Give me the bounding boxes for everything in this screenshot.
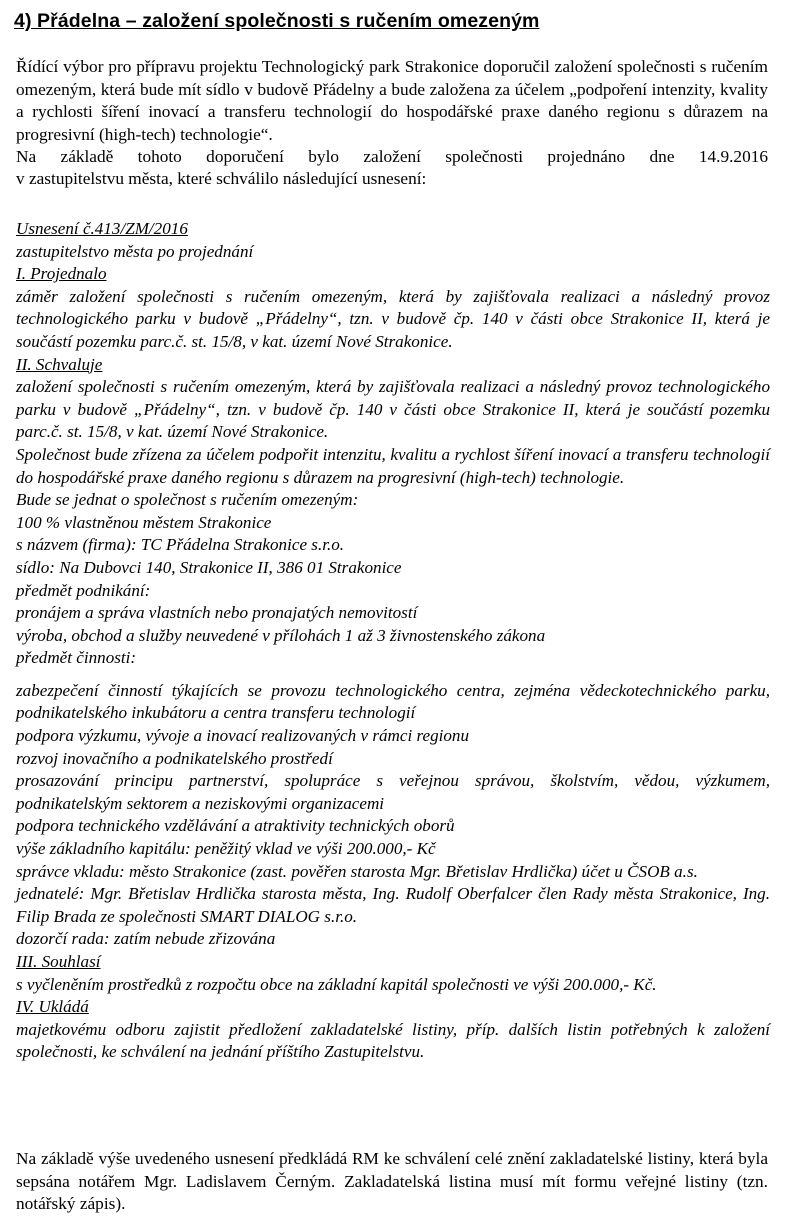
section-text-projednalo: záměr založení společnosti s ručením omezeným, která by zajišťovala realizaci a následný provoz technologického parku v budově „Přádelny“, tzn. v budově čp. 140 v části obce Strakonice II, která je součástí pozemku parc.č. st. 15/8, v kat. území Nové Strakonice. xyxy=(16,286,770,351)
page-title: 4) Přádelna – založení společnosti s ručením omezeným xyxy=(14,10,540,32)
section-text-souhlasi: s vyčleněním prostředků z rozpočtu obce na základní kapitál společnosti ve výši 200.000,- Kč. xyxy=(16,974,657,994)
deposit-administrator: správce vkladu: město Strakonice (zast. pověřen starosta Mgr. Břetislav Hrdlička) účet u ČSOB a.s. xyxy=(16,861,698,881)
company-purpose: Společnost bude zřízena za účelem podpořit intenzitu, kvalitu a rychlost šíření inovací a transferu technologií do hospodářské praxe daného regionu s důrazem na progresivní (high-tech) technologie. xyxy=(16,444,770,487)
section-text-uklada: majetkovému odboru zajistit předložení zakladatelské listiny, příp. dalších listin potřebných k založení společnosti, ke schválení na jednání příštího Zastupitelstvu. xyxy=(16,1019,770,1062)
intro-paragraph-2: Na základě tohoto doporučení bylo založení společnosti projednáno dne 14.9.2016 xyxy=(16,147,768,166)
supervisory-board: dozorčí rada: zatím nebude zřizována xyxy=(16,929,276,949)
activity-item: zabezpečení činností týkajících se provozu technologického centra, zejména vědeckotechnického parku, podnikatelského inkubátoru a centra transferu technologií xyxy=(16,680,770,723)
company-seat: sídlo: Na Dubovci 140, Strakonice II, 386 01 Strakonice xyxy=(16,557,402,577)
activity-item: podpora technického vzdělávání a atraktivity technických oborů xyxy=(16,816,455,836)
intro-paragraph-3: v zastupitelstvu města, které schválilo následující usnesení: xyxy=(16,169,427,188)
section-heading-projednalo: I. Projednalo xyxy=(16,264,107,284)
resolution-block xyxy=(16,218,770,1064)
company-type: Bude se jednat o společnost s ručením omezeným: xyxy=(16,490,359,510)
section-heading-souhlasi: III. Souhlasí xyxy=(16,952,101,971)
company-name: s názvem (firma): TC Přádelna Strakonice s.r.o. xyxy=(16,535,345,555)
resolution-number: Usnesení č.413/ZM/2016 xyxy=(16,219,188,238)
capital-info: výše základního kapitálu: peněžitý vklad ve výši 200.000,- Kč xyxy=(16,839,436,859)
business-subject-item: výroba, obchod a služby neuvedené v přílohách 1 až 3 živnostenského zákona xyxy=(16,625,546,645)
section-text-schvaluje: založení společnosti s ručením omezeným, která by zajišťovala realizaci a následný provoz technologického parku v budově „Přádelny“, tzn. v budově čp. 140 v části obce Strakonice II, která je součástí pozemku parc.č. st. 15/8, v kat. území Nové Strakonice. xyxy=(16,377,770,442)
resolution-intro: zastupitelstvo města po projednání xyxy=(16,241,254,261)
activity-item: prosazování principu partnerství, spolupráce s veřejnou správou, školstvím, vědou, výzkumem, podnikatelským sektorem a neziskovými organizacemi xyxy=(16,771,770,813)
activity-item: rozvoj inovačního a podnikatelského prostředí xyxy=(16,748,333,768)
conclusion-paragraph: Na základě výše uvedeného usnesení předkládá RM ke schválení celé znění zakladatelské listiny, která byla sepsána notářem Mgr. Ladislavem Černým. Zakladatelská listina musí mít formu veřejné listiny (tzn. notářský zápis). xyxy=(16,1149,768,1214)
section-heading-uklada: IV. Ukládá xyxy=(16,997,89,1017)
business-subject-item: pronájem a správa vlastních nebo pronajatých nemovitostí xyxy=(16,603,418,623)
activity-subject-label: předmět činnosti: xyxy=(16,648,137,668)
company-owner: 100 % vlastněnou městem Strakonice xyxy=(16,512,272,532)
activity-item: podpora výzkumu, vývoje a inovací realizovaných v rámci regionu xyxy=(16,726,470,746)
executives: jednatelé: Mgr. Břetislav Hrdlička starosta města, Ing. Rudolf Oberfalcer člen Rady města Strakonice, Ing. Filip Brada ze společnosti SMART DIALOG s.r.o. xyxy=(16,884,770,926)
intro-paragraph: Řídící výbor pro přípravu projektu Technologický park Strakonice doporučil založení společnosti s ručením omezeným, která bude mít sídlo v budově Přádelny a bude založena za účelem „podpoření intenzity, kvality a rychlosti šíření inovací a transferu technologií do hospodářské praxe daného regionu s důrazem na progresivní (high-tech) technologie“. xyxy=(16,57,768,144)
section-heading-schvaluje: II. Schvaluje xyxy=(16,354,103,374)
spacer xyxy=(16,670,770,680)
business-subject-label: předmět podnikání: xyxy=(16,580,151,600)
